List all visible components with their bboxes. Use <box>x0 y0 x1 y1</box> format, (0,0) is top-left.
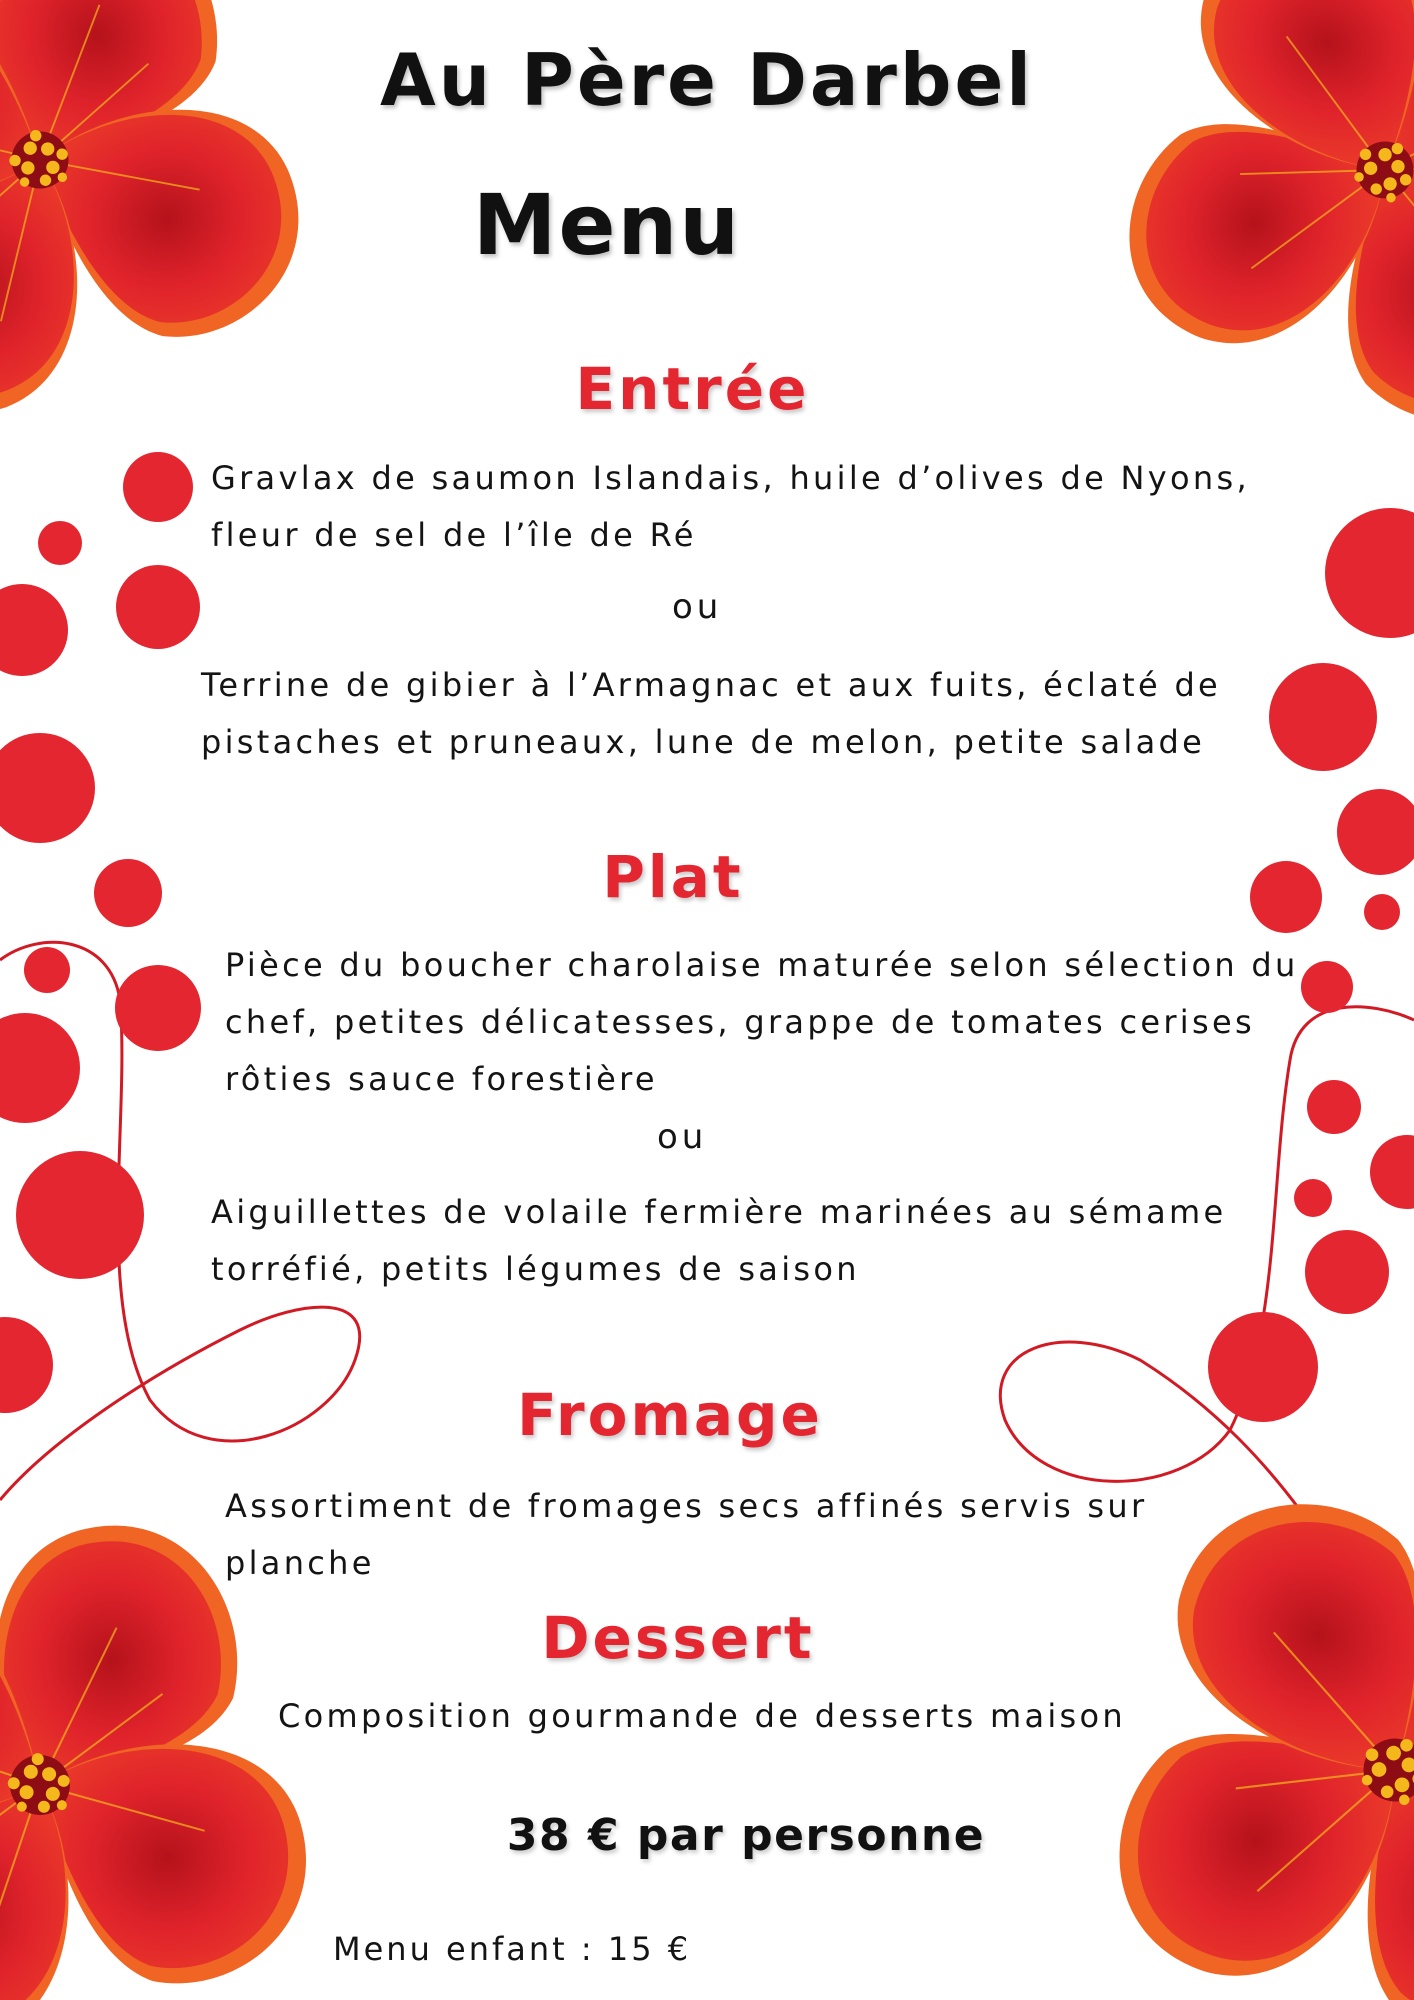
dot <box>123 452 193 522</box>
dot <box>1307 1080 1361 1134</box>
dot <box>1305 1230 1389 1314</box>
menu-title: Menu <box>472 176 742 274</box>
dot <box>38 521 82 565</box>
kids-menu-price: Menu enfant : 15 € <box>333 1930 692 1968</box>
dessert-option-1: Composition gourmande de desserts maison <box>278 1697 1126 1735</box>
entree-separator: ou <box>672 587 723 627</box>
dot <box>1325 508 1414 638</box>
restaurant-name: Au Père Darbel <box>380 38 1034 122</box>
plat-option-1: Pièce du boucher charolaise maturée selon sélection du chef, petites délicatesses, grappe de tomates cerises rôties sauce forestière <box>225 946 1299 1098</box>
dot <box>0 733 95 843</box>
dot <box>116 565 200 649</box>
dot <box>16 1151 144 1279</box>
plat-option-2: Aiguillettes de volaile fermière marinées au sémame torréfié, petits légumes de saison <box>211 1193 1227 1288</box>
section-heading-plat: Plat <box>602 843 744 911</box>
entree-option-1: Gravlax de saumon Islandais, huile d’olives de Nyons, fleur de sel de l’île de Ré <box>211 459 1250 554</box>
section-heading-entree: Entrée <box>575 355 810 423</box>
section-heading-fromage: Fromage <box>517 1381 823 1449</box>
dot <box>115 965 201 1051</box>
dot <box>0 584 68 676</box>
fromage-option-1: Assortiment de fromages secs affinés servis sur planche <box>225 1487 1148 1582</box>
dot <box>1337 789 1414 875</box>
menu-price: 38 € par personne <box>506 1810 986 1861</box>
dot <box>24 947 70 993</box>
dot <box>0 1013 80 1123</box>
entree-option-2: Terrine de gibier à l’Armagnac et aux fuits, éclaté de pistaches et pruneaux, lune de melon, petite salade <box>201 666 1222 761</box>
dot <box>1294 1179 1332 1217</box>
plat-separator: ou <box>657 1117 708 1157</box>
dot <box>1269 663 1377 771</box>
dot <box>1364 894 1400 930</box>
dot <box>1370 1135 1414 1209</box>
section-heading-dessert: Dessert <box>541 1604 815 1672</box>
